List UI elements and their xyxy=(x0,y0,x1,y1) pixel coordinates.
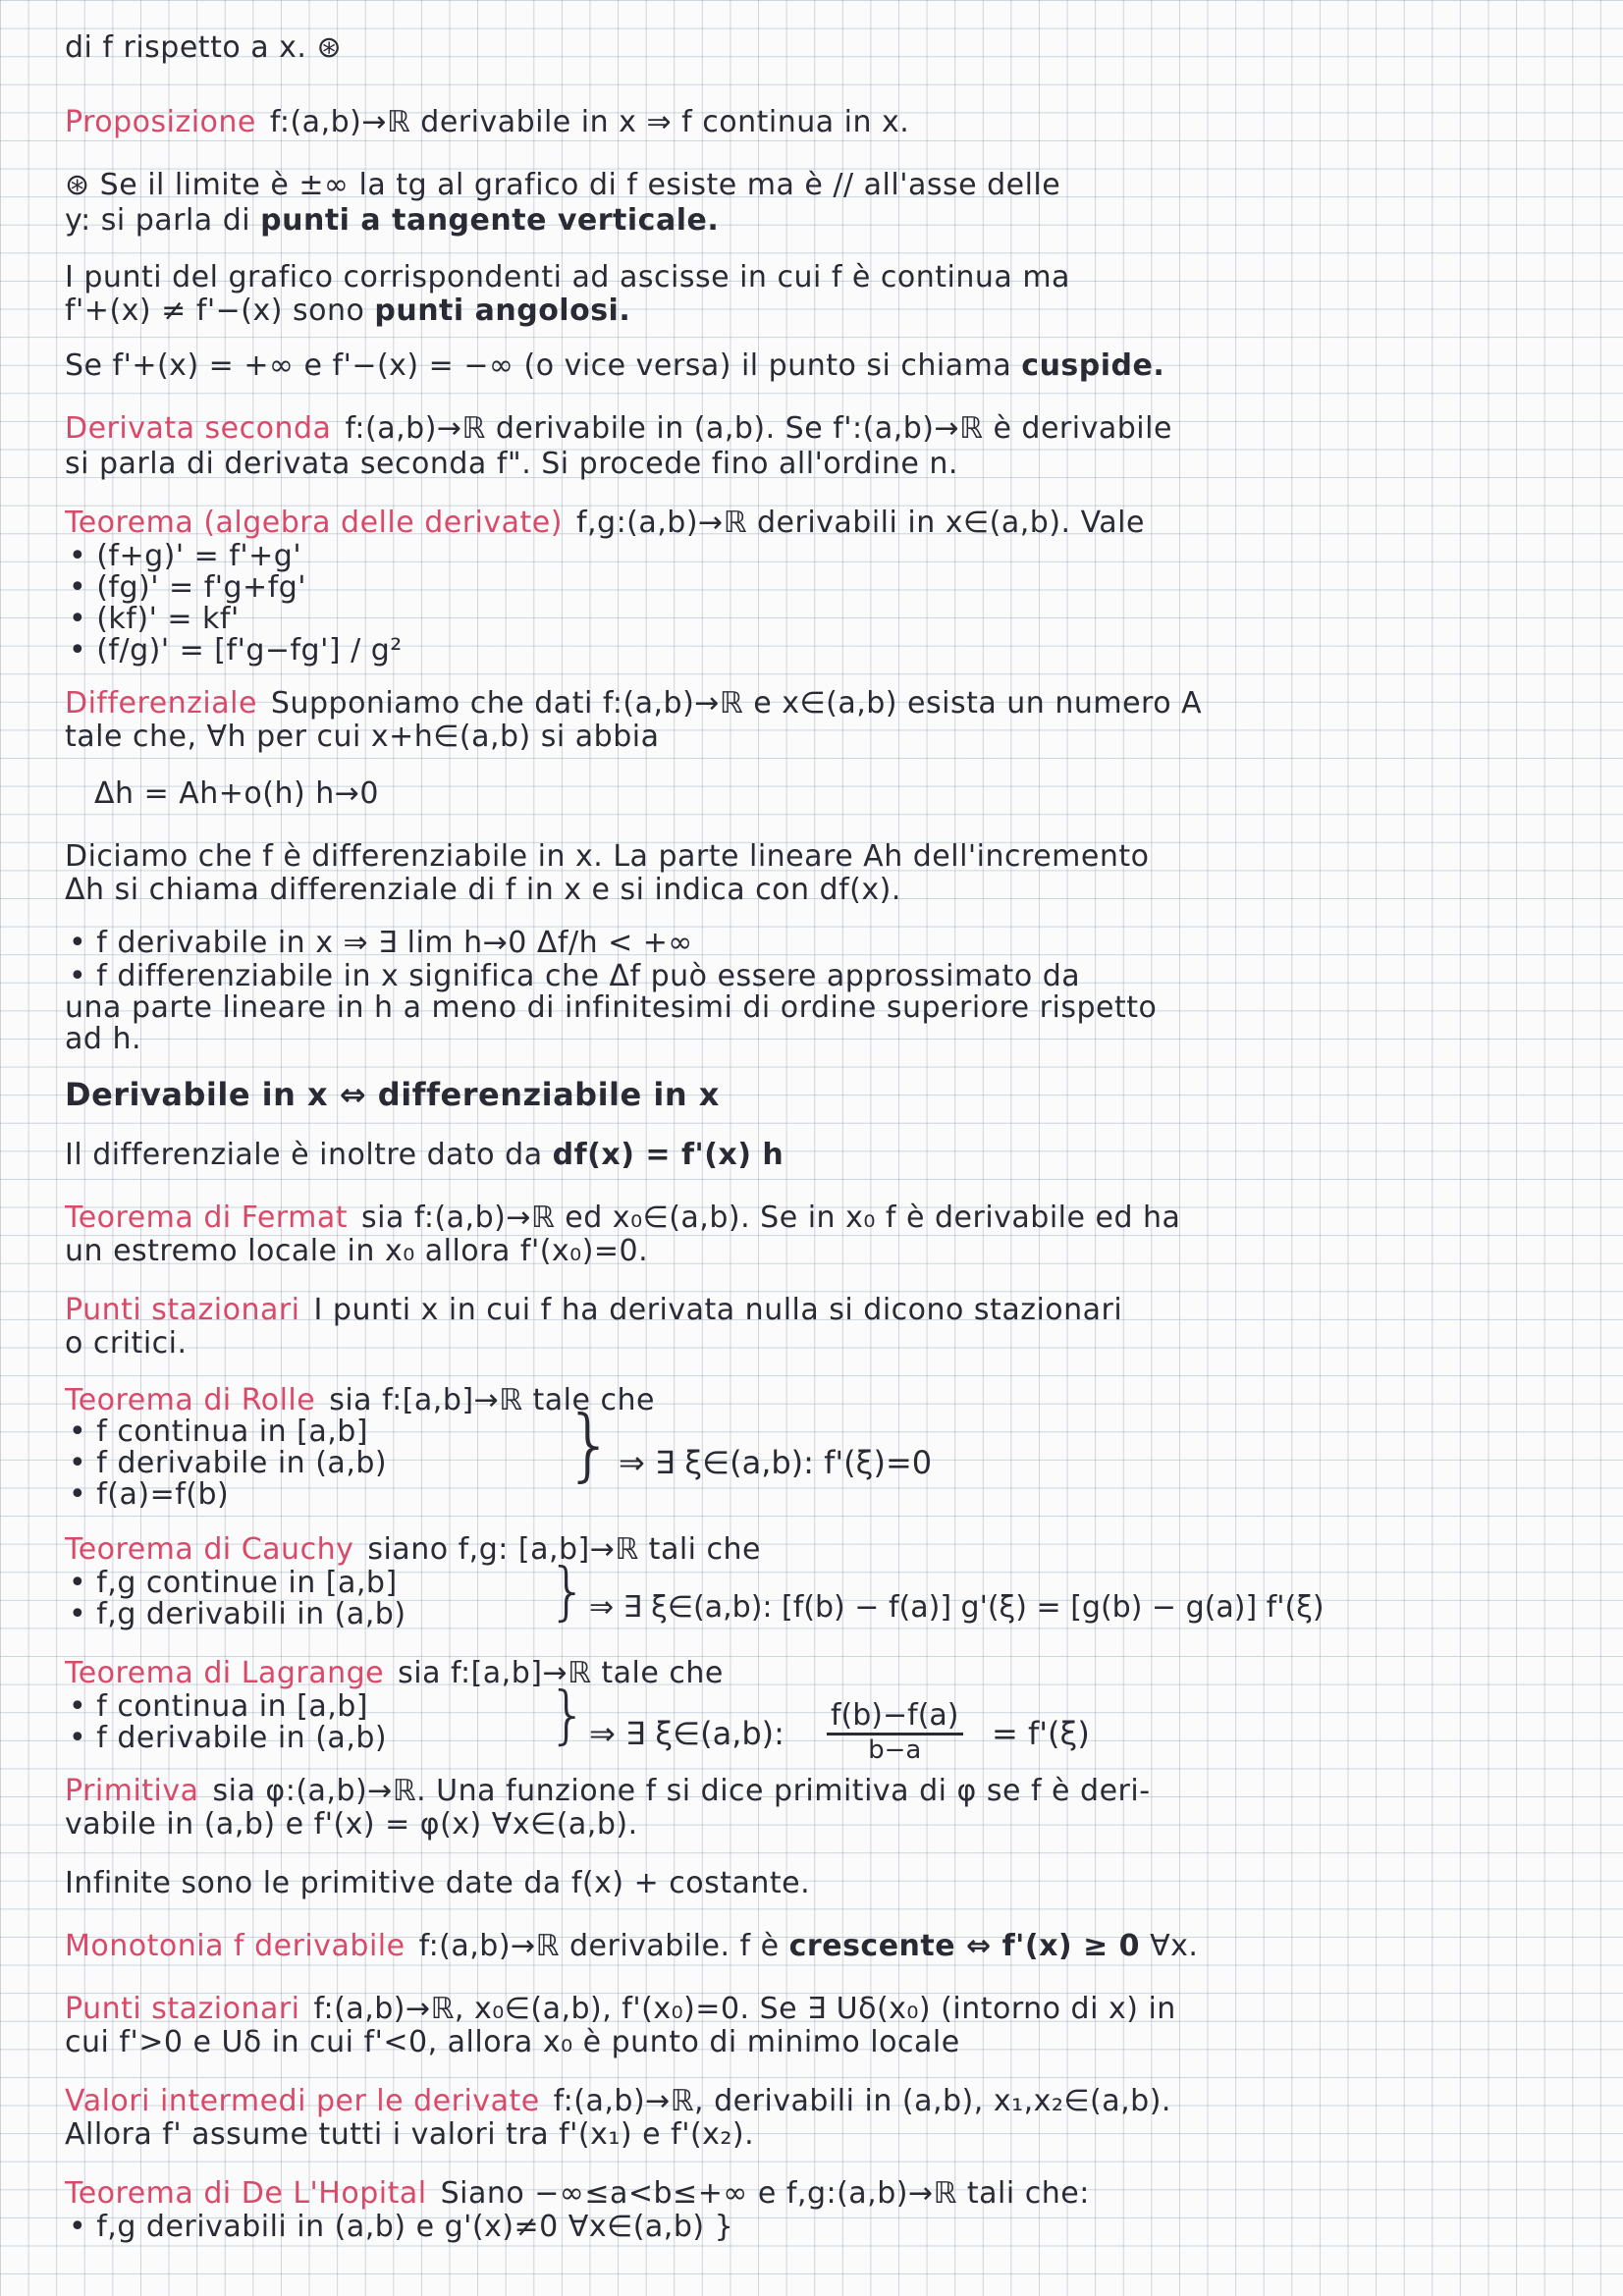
text-line: Se f'+(x) = +∞ e f'−(x) = −∞ (o vice versa) il punto si chiama cuspide. xyxy=(65,349,1165,383)
punti-stazionari-line-2: Punti stazionari f:(a,b)→ℝ, x₀∈(a,b), f'(x₀)=0. Se ∃ Uδ(x₀) (intorno di x) in xyxy=(65,1993,1176,2026)
heading-derivata-seconda: Derivata seconda xyxy=(65,412,332,446)
list-item: • f derivabile in (a,b) xyxy=(69,1447,388,1480)
list-item: • f continua in [a,b] xyxy=(69,1690,368,1724)
list-item: • f,g continue in [a,b] xyxy=(69,1567,398,1600)
list-item: • (f+g)' = f'+g' xyxy=(69,540,302,573)
text-line: f'+(x) ≠ f'−(x) sono punti angolosi. xyxy=(65,294,631,328)
heading-punti-stazionari-2: Punti stazionari xyxy=(65,1993,300,2026)
formula-df: df(x) = f'(x) h xyxy=(552,1139,784,1172)
rolle-conclusion: ⇒ ∃ ξ∈(a,b): f'(ξ)=0 xyxy=(619,1444,933,1481)
fraction-denominator: b−a xyxy=(868,1735,922,1765)
list-item: • f(a)=f(b) xyxy=(69,1478,230,1512)
heading-differenziale: Differenziale xyxy=(65,687,257,721)
list-item: • f,g derivabili in (a,b) e g'(x)≠0 ∀x∈(a,b) } xyxy=(69,2211,734,2244)
list-item: • f differenziabile in x significa che Δf può essere approssimato da xyxy=(69,960,1081,993)
cauchy-conclusion: ⇒ ∃ ξ∈(a,b): [f(b) − f(a)] g'(ξ) = [g(b) − g(a)] f'(ξ) xyxy=(589,1590,1325,1625)
heading-punti-stazionari: Punti stazionari xyxy=(65,1294,300,1327)
punti-stazionari-line: Punti stazionari I punti x in cui f ha derivata nulla si dicono stazionari xyxy=(65,1294,1123,1327)
list-item: • f derivabile in x ⇒ ∃ lim h→0 Δf/h < +∞ xyxy=(69,927,693,960)
text-line: una parte lineare in h a meno di infinitesimi di ordine superiore rispetto xyxy=(65,991,1158,1025)
heading-fermat: Teorema di Fermat xyxy=(65,1201,348,1235)
heading-primitiva: Primitiva xyxy=(65,1775,199,1808)
rolle-line: Teorema di Rolle sia f:[a,b]→ℝ tale che xyxy=(65,1384,655,1417)
formula-delta-h: Δh = Ah+o(h) h→0 xyxy=(94,777,379,811)
term-tangente-verticale: punti a tangente verticale. xyxy=(260,204,720,238)
text-line: Δh si chiama differenziale di f in x e si indica con df(x). xyxy=(65,874,901,907)
text-line: Il differenziale è inoltre dato da df(x) = f'(x) h xyxy=(65,1139,784,1172)
text-line: ad h. xyxy=(65,1023,142,1056)
statement-derivabile-differenziabile: Derivabile in x ⇔ differenziabile in x xyxy=(65,1078,720,1111)
heading-valori-intermedi: Valori intermedi per le derivate xyxy=(65,2085,540,2118)
text-line: vabile in (a,b) e f'(x) = φ(x) ∀x∈(a,b). xyxy=(65,1808,638,1842)
heading-rolle: Teorema di Rolle xyxy=(65,1384,316,1417)
fermat-line: Teorema di Fermat sia f:(a,b)→ℝ ed x₀∈(a,b). Se in x₀ f è derivabile ed ha xyxy=(65,1201,1181,1235)
text-line: o critici. xyxy=(65,1327,188,1361)
list-item: • (f/g)' = [f'g−fg'] / g² xyxy=(69,634,403,667)
cauchy-line: Teorema di Cauchy siano f,g: [a,b]→ℝ tali che xyxy=(65,1533,762,1567)
text-line: I punti del grafico corrispondenti ad ascisse in cui f è continua ma xyxy=(65,261,1070,294)
heading-cauchy: Teorema di Cauchy xyxy=(65,1533,354,1567)
list-item: • f derivabile in (a,b) xyxy=(69,1722,388,1755)
lagrange-conclusion-a: ⇒ ∃ ξ∈(a,b): xyxy=(589,1715,784,1752)
heading-de-lhopital: Teorema di De L'Hopital xyxy=(65,2177,427,2211)
text-line: Infinite sono le primitive date da f(x) + costante. xyxy=(65,1867,811,1900)
fraction-numerator: f(b)−f(a) xyxy=(827,1698,963,1735)
text-line: Diciamo che f è differenziabile in x. La parte lineare Ah dell'incremento xyxy=(65,840,1150,874)
text-line: cui f'>0 e Uδ in cui f'<0, allora x₀ è punto di minimo locale xyxy=(65,2026,960,2059)
text-line: Allora f' assume tutti i valori tra f'(x₁) e f'(x₂). xyxy=(65,2118,755,2152)
text-line: si parla di derivata seconda f". Si procede fino all'ordine n. xyxy=(65,448,958,481)
proposition-line: Proposizione f:(a,b)→ℝ derivabile in x ⇒ f continua in x. xyxy=(65,106,910,139)
text-line: y: si parla di punti a tangente verticale. xyxy=(65,204,720,238)
heading-monotonia: Monotonia f derivabile xyxy=(65,1930,406,1963)
heading-lagrange: Teorema di Lagrange xyxy=(65,1657,385,1690)
text-line: tale che, ∀h per cui x+h∈(a,b) si abbia xyxy=(65,721,660,754)
text-line: ⊛ Se il limite è ±∞ la tg al grafico di f esiste ma è // all'asse delle xyxy=(65,169,1061,202)
heading-algebra-derivate: Teorema (algebra delle derivate) xyxy=(65,507,563,540)
de-lhopital-line: Teorema di De L'Hopital Siano −∞≤a<b≤+∞ e f,g:(a,b)→ℝ tali che: xyxy=(65,2177,1090,2211)
text-line: di f rispetto a x. ⊛ xyxy=(65,31,343,65)
valori-intermedi-line: Valori intermedi per le derivate f:(a,b)→ℝ, derivabili in (a,b), x₁,x₂∈(a,b). xyxy=(65,2085,1171,2118)
term-cuspide: cuspide. xyxy=(1021,349,1165,383)
text-line: un estremo locale in x₀ allora f'(x₀)=0. xyxy=(65,1235,649,1268)
list-item: • (kf)' = kf' xyxy=(69,603,240,636)
primitiva-line: Primitiva sia φ:(a,b)→ℝ. Una funzione f si dice primitiva di φ se f è deri- xyxy=(65,1775,1151,1808)
list-item: • f continua in [a,b] xyxy=(69,1415,368,1449)
derivata-seconda-line: Derivata seconda f:(a,b)→ℝ derivabile in (a,b). Se f':(a,b)→ℝ è derivabile xyxy=(65,412,1172,446)
list-item: • (fg)' = f'g+fg' xyxy=(69,571,307,605)
brace-icon: } xyxy=(548,1680,588,1752)
term-crescente: crescente ⇔ f'(x) ≥ 0 xyxy=(788,1930,1141,1963)
lagrange-line: Teorema di Lagrange sia f:[a,b]→ℝ tale che xyxy=(65,1657,724,1690)
heading-proposizione: Proposizione xyxy=(65,106,256,139)
differenziale-line: Differenziale Supponiamo che dati f:(a,b)→ℝ e x∈(a,b) esista un numero A xyxy=(65,687,1203,721)
list-item: • f,g derivabili in (a,b) xyxy=(69,1598,406,1631)
term-punti-angolosi: punti angolosi. xyxy=(374,294,631,328)
monotonia-line: Monotonia f derivabile f:(a,b)→ℝ derivabile. f è crescente ⇔ f'(x) ≥ 0 ∀x. xyxy=(65,1930,1199,1963)
lagrange-fraction xyxy=(827,1698,963,1765)
brace-icon: } xyxy=(548,1556,588,1629)
brace-icon: } xyxy=(565,1399,615,1490)
algebra-derivate-line: Teorema (algebra delle derivate) f,g:(a,b)→ℝ derivabili in x∈(a,b). Vale xyxy=(65,507,1145,540)
lagrange-conclusion-b: = f'(ξ) xyxy=(992,1715,1090,1752)
